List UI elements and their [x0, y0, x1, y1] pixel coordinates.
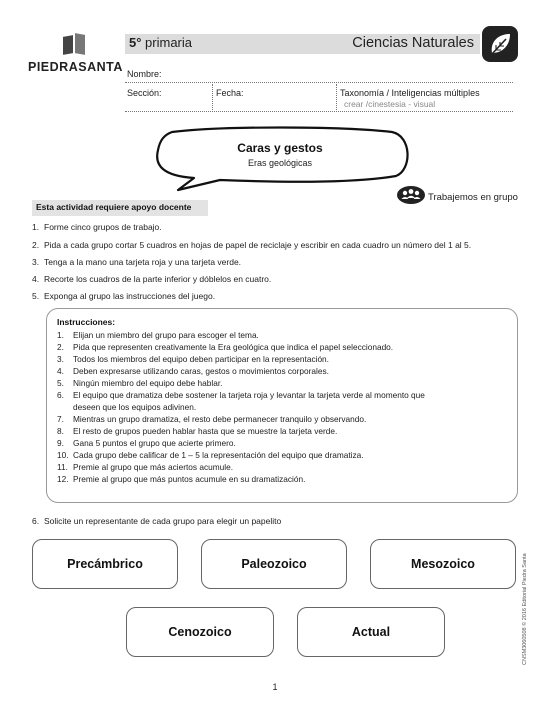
taxonomy-value: crear /cinestesia - visual: [344, 99, 436, 109]
date-field-label: Fecha:: [216, 88, 244, 98]
instruction-number: 7.: [57, 414, 64, 424]
step-number: 1.: [32, 222, 40, 232]
instruction-text: Deben expresarse utilizando caras, gestos o movimientos corporales.: [73, 366, 329, 376]
taxonomy-label: Taxonomía / Inteligencias múltiples: [340, 88, 480, 98]
instruction-text: Mientras un grupo dramatiza, el resto debe permanecer tranquilo y observando.: [73, 414, 367, 424]
section-underline: [125, 111, 513, 112]
leaf-icon: [482, 26, 518, 62]
section-field-label: Sección:: [127, 88, 162, 98]
step-text: Tenga a la mano una tarjeta roja y una tarjeta verde.: [44, 257, 242, 267]
instruction-text: Pida que representen creativamente la Era geológica que indica el papel seleccionado.: [73, 342, 394, 352]
step-item: [32, 274, 271, 284]
instruction-item: [57, 329, 512, 341]
field-divider: [336, 84, 337, 112]
grade-number: 5°: [129, 35, 142, 50]
instruction-item: [57, 389, 512, 413]
activity-title: Caras y gestos: [237, 141, 323, 155]
instruction-item: [57, 377, 512, 389]
instruction-number: 8.: [57, 426, 64, 436]
instruction-text: Premie al grupo que más puntos acumule en su dramatización.: [73, 474, 306, 484]
era-card-paleozoico[interactable]: Paleozoico: [201, 539, 347, 589]
requirement-banner: [32, 200, 208, 216]
name-field-label: Nombre:: [127, 69, 162, 79]
step-number: 4.: [32, 274, 40, 284]
instruction-item: [57, 437, 512, 449]
brand-name: PIEDRASANTA: [28, 60, 123, 74]
instruction-number: 9.: [57, 438, 64, 448]
instruction-text: Premie al grupo que más aciertos acumule.: [73, 462, 234, 472]
subject-title: Ciencias Naturales: [352, 35, 474, 51]
field-divider: [212, 84, 213, 112]
era-card-precambrico[interactable]: Precámbrico: [32, 539, 178, 589]
step-item: [32, 516, 281, 526]
step-number: 6.: [32, 516, 40, 526]
header-bar: [125, 34, 480, 54]
book-logo-icon: [63, 34, 85, 56]
instructions-box: [46, 308, 518, 503]
grade-label: [129, 35, 192, 50]
instruction-text: El equipo que dramatiza debe sostener la tarjeta roja y levantar la tarjeta verde al momento que: [73, 390, 425, 400]
step-text: Forme cinco grupos de trabajo.: [44, 222, 162, 232]
instruction-number: 10.: [57, 450, 69, 460]
instruction-item: [57, 473, 512, 485]
activity-subtitle: Eras geológicas: [247, 158, 313, 168]
instruction-number: 5.: [57, 378, 64, 388]
step-number: 2.: [32, 240, 40, 250]
instruction-item: [57, 461, 512, 473]
instructions-title: Instrucciones:: [57, 317, 116, 327]
step-number: 3.: [32, 257, 40, 267]
instruction-item: [57, 365, 512, 377]
instruction-item: [57, 341, 512, 353]
instruction-text: Cada grupo debe calificar de 1 – 5 la representación del equipo que dramatiza.: [73, 450, 364, 460]
copyright-notice: CNSM3060508 © 2016 Editorial Piedra Santa: [522, 553, 528, 665]
step-text: Exponga al grupo las instrucciones del juego.: [44, 291, 216, 301]
title-bubble: [150, 126, 410, 196]
step-item: [32, 257, 241, 267]
instruction-number: 2.: [57, 342, 64, 352]
era-card-mesozoico[interactable]: Mesozoico: [370, 539, 516, 589]
group-icon: [396, 185, 426, 205]
name-underline: [125, 82, 513, 83]
instruction-item: [57, 425, 512, 437]
instruction-number: 6.: [57, 390, 64, 400]
instruction-item: [57, 449, 512, 461]
step-text: Solicite un representante de cada grupo para elegir un papelito: [44, 516, 282, 526]
instruction-number: 1.: [57, 330, 64, 340]
instruction-text: El resto de grupos pueden hablar hasta que se muestre la tarjeta verde.: [73, 426, 338, 436]
instruction-number: 12.: [57, 474, 69, 484]
step-text: Pida a cada grupo cortar 5 cuadros en hojas de papel de reciclaje y escribir en cada cuadro un número del 1 al 5.: [44, 240, 472, 250]
instruction-text-continued: deseen que los equipos adivinen.: [73, 402, 197, 412]
instruction-number: 3.: [57, 354, 64, 364]
instruction-text: Elijan un miembro del grupo para escoger el tema.: [73, 330, 259, 340]
instruction-number: 4.: [57, 366, 64, 376]
publisher-logo: [28, 34, 123, 74]
step-item: [32, 291, 215, 301]
step-item: [32, 222, 162, 232]
step-item: [32, 240, 471, 250]
instruction-item: [57, 413, 512, 425]
era-card-actual[interactable]: Actual: [297, 607, 445, 657]
requirement-text: Esta actividad requiere apoyo docente: [36, 202, 192, 212]
instruction-item: [57, 353, 512, 365]
page-number: 1: [272, 682, 278, 692]
instruction-text: Ningún miembro del equipo debe hablar.: [73, 378, 223, 388]
grade-suffix: primaria: [141, 35, 193, 50]
instruction-text: Todos los miembros del equipo deben participar en la representación.: [73, 354, 329, 364]
era-card-cenozoico[interactable]: Cenozoico: [126, 607, 274, 657]
step-text: Recorte los cuadros de la parte inferior y dóblelos en cuatro.: [44, 274, 272, 284]
instruction-number: 11.: [57, 462, 68, 472]
instruction-text: Gana 5 puntos el grupo que acierte primero.: [73, 438, 236, 448]
step-number: 5.: [32, 291, 40, 301]
group-work-label: Trabajemos en grupo: [428, 192, 518, 203]
